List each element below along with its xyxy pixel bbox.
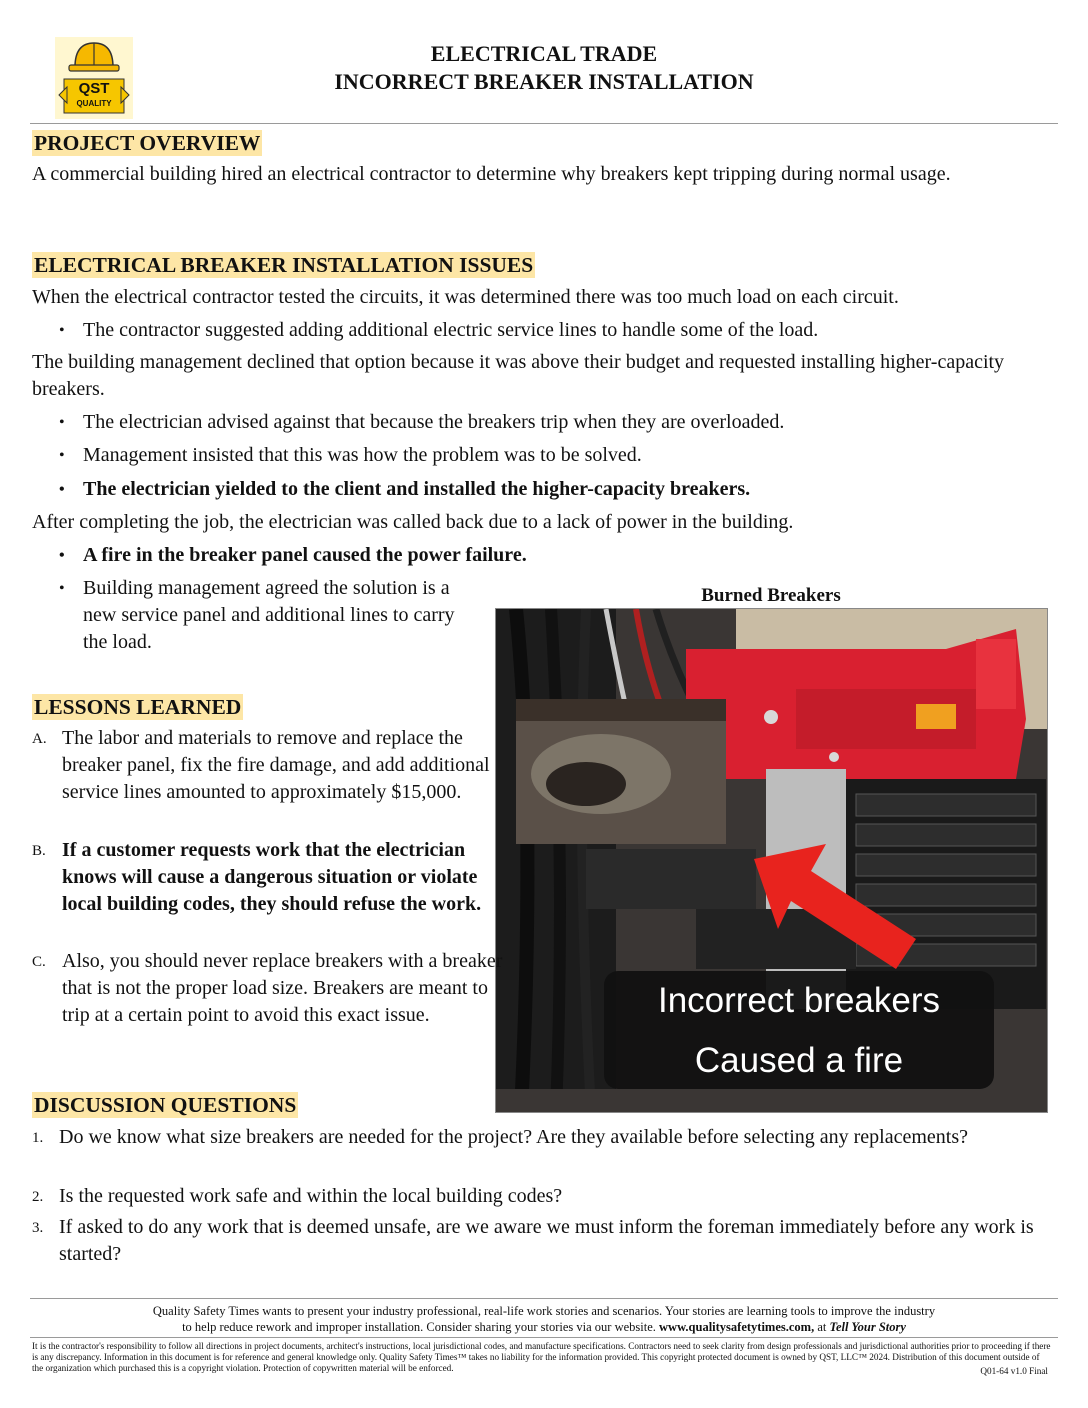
lesson-text-a: The labor and materials to remove and replace the breaker panel, fix the fire damage, and add additional service lines amounted to approximately $15,000. [62,727,490,803]
disclaimer-divider [30,1337,1058,1338]
photo-overlay-line2: Caused a fire [694,1041,904,1080]
overview-heading: PROJECT OVERVIEW [34,131,261,155]
issues-heading-wrap [32,252,535,278]
burned-breakers-photo [495,608,1048,1113]
discussion-item-3 [32,1214,1049,1268]
overview-heading-wrap [32,130,262,156]
discussion-heading: DISCUSSION QUESTIONS [34,1093,297,1117]
lesson-item-a [32,725,492,806]
issues-bullet-1-text: The contractor suggested adding additional electric service lines to handle some of the load. [83,319,819,341]
issues-bullet-2 [31,409,1063,436]
footer-line-1: Quality Safety Times wants to present your industry professional, real-life work stories and scenarios. Your stories are learning tools to improve the industry [152,1304,936,1318]
lesson-marker-b: B. [32,843,46,859]
figure-caption: Burned Breakers [701,585,841,606]
lesson-item-b [32,837,492,918]
issues-heading: ELECTRICAL BREAKER INSTALLATION ISSUES [34,253,534,277]
photo-overlay-line1: Incorrect breakers [657,981,941,1020]
discussion-text-2: Is the requested work safe and within the local building codes? [59,1185,563,1207]
issues-bullet-6 [31,575,478,656]
page-title-line2: INCORRECT BREAKER INSTALLATION [334,69,754,94]
issues-bullet-3 [31,442,1063,469]
issues-para-2: The building management declined that option because it was above their budget and requested installing higher-capacity breakers. [32,351,1005,400]
footer-line-2-text: to help reduce rework and improper installation. Consider sharing your stories via our website. [182,1320,656,1334]
document-code: Q01-64 v1.0 Final [920,1366,1048,1377]
lesson-marker-c: C. [32,954,46,970]
issues-bullet-2-text: The electrician advised against that because the breakers trip when they are overloaded. [83,411,785,433]
lessons-heading-wrap [32,694,243,720]
discussion-marker-3: 3. [32,1220,44,1236]
issues-para-1: When the electrical contractor tested the circuits, it was determined there was too much load on each circuit. [32,286,899,308]
lesson-text-c: Also, you should never replace breakers with a breaker that is not the proper load size. Breakers are meant to trip at a certain point to avoid this exact issue. [62,950,503,1026]
logo-subtext: QUALITY [76,99,112,108]
issues-bullet-1 [31,317,1063,344]
logo-text: QST [78,80,110,97]
discussion-item-1 [32,1124,1049,1151]
footer-divider [30,1298,1058,1299]
discussion-heading-wrap [32,1092,298,1118]
overview-text: A commercial building hired an electrical contractor to determine why breakers kept tripping during normal usage. [32,163,951,185]
issues-bullet-6-text: Building management agreed the solution is a new service panel and additional lines to carry the load. [83,577,455,653]
issues-bullet-4 [31,476,1063,503]
page-title-line1: ELECTRICAL TRADE [430,41,658,66]
discussion-text-1: Do we know what size breakers are needed for the project? Are they available before selecting any replacements? [59,1126,969,1148]
discussion-marker-1: 1. [32,1130,44,1146]
footer-tell-your-story: Tell Your Story [829,1320,906,1334]
lesson-text-b: If a customer requests work that the electrician knows will cause a dangerous situation or violate local building codes, they should refuse the work. [62,839,482,915]
discussion-marker-2: 2. [32,1189,44,1205]
issues-bullet-3-text: Management insisted that this was how the problem was to be solved. [83,444,642,466]
issues-para-3: After completing the job, the electrician was called back due to a lack of power in the building. [32,511,794,533]
lesson-item-c [32,948,514,1029]
lesson-marker-a: A. [32,731,47,747]
breaker-panel-photo-icon [496,609,1047,1112]
footer-disclaimer: It is the contractor's responsibility to follow all directions in project documents, architect's instructions, local jurisdictional codes, and manufacture specifications. Contractors need to seek clarity from design professionals and jurisdictional authorities prior to proceeding if there is any discrepancy. Information in this document is for reference and general knowledge only. Quality Safety Times™ takes no liability for the information provided. This copyright protected document is owned by QST, LLC™ 2024. Distribution of this document outside of the organization which purchased this is a copyright violation. Protection of copywritten material will be enforced. [32,1341,1051,1373]
footer-line-2 [30,1319,1058,1335]
discussion-text-3: If asked to do any work that is deemed unsafe, are we aware we must inform the foreman immediately before any work is started? [59,1216,1034,1265]
discussion-item-2 [32,1183,1049,1210]
footer-website-link[interactable]: www.qualitysafetytimes.com, [659,1320,815,1334]
header-divider [30,123,1058,124]
issues-bullet-5 [31,542,1063,569]
issues-bullet-4-text: The electrician yielded to the client and installed the higher-capacity breakers. [83,478,751,500]
footer-at: at [817,1320,827,1334]
issues-bullet-5-text: A fire in the breaker panel caused the power failure. [83,544,527,566]
lessons-heading: LESSONS LEARNED [34,695,242,719]
